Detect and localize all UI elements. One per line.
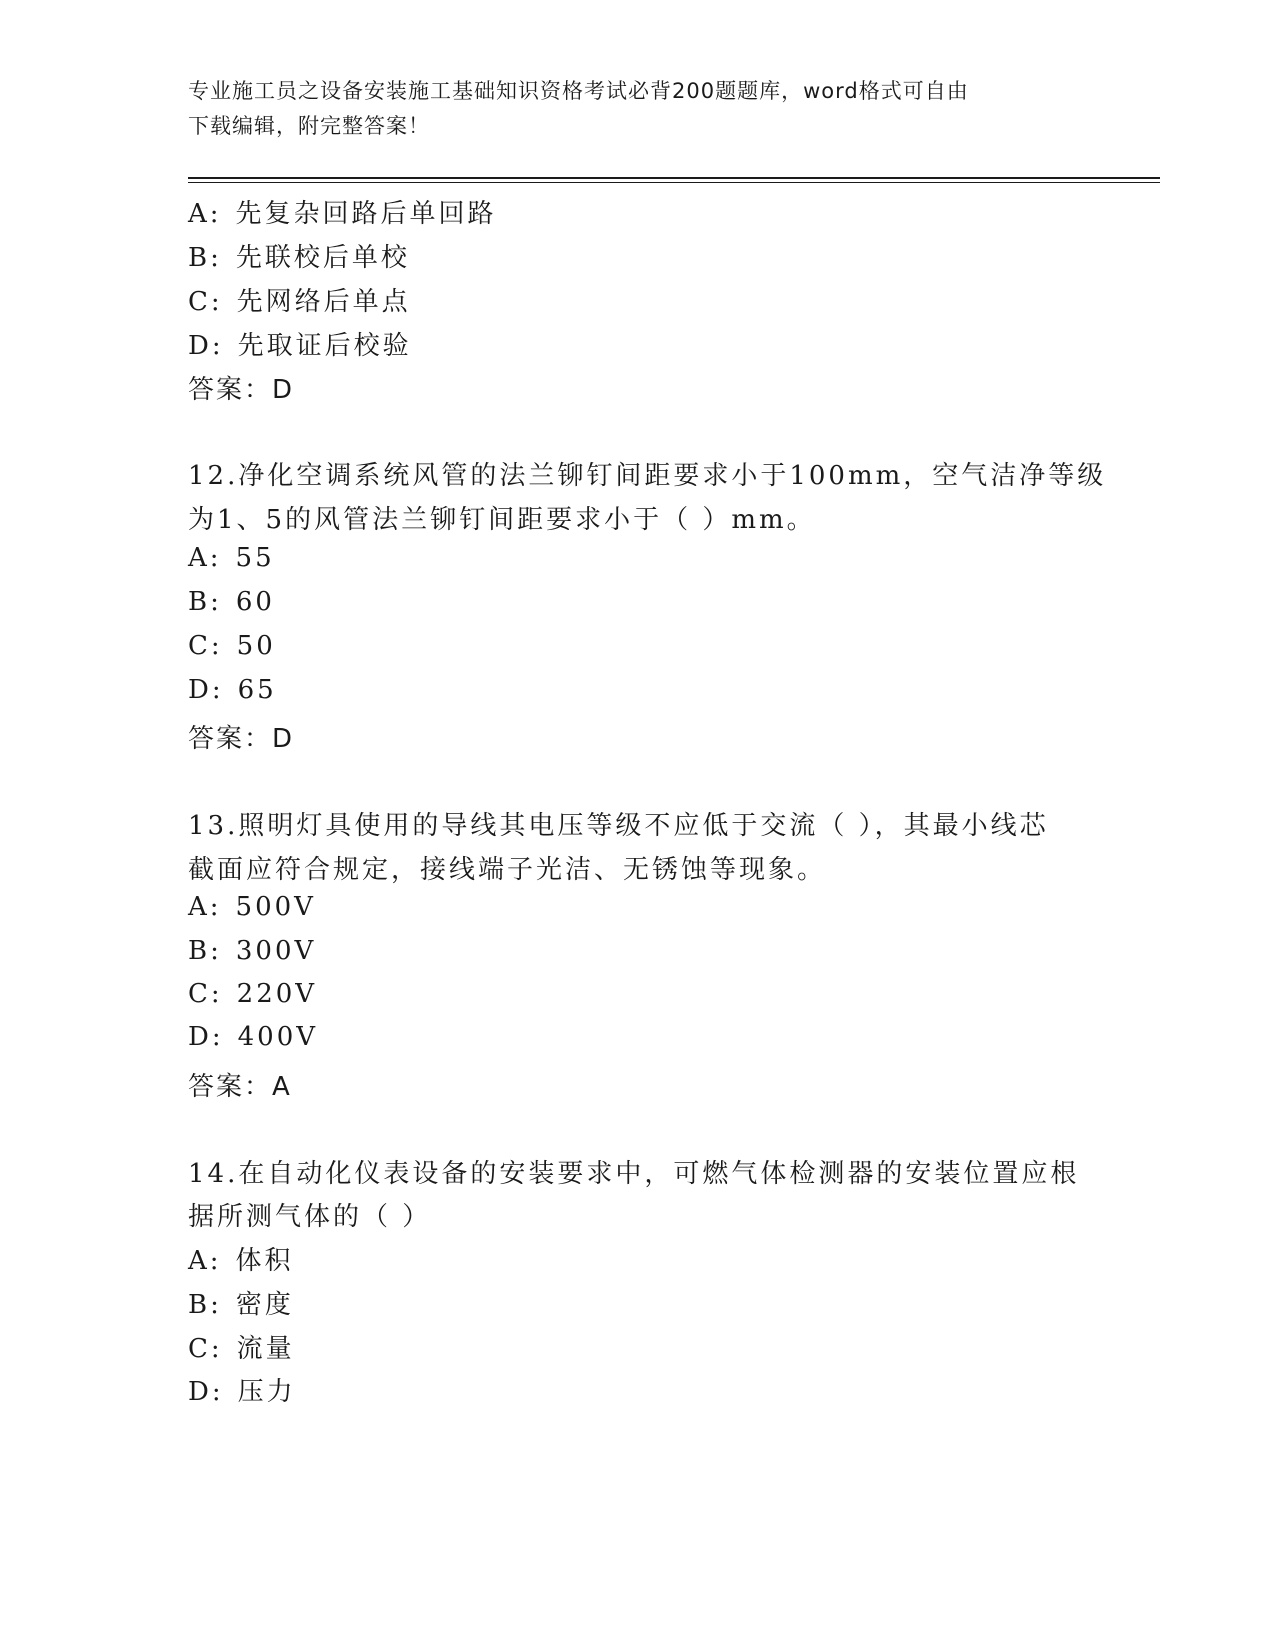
q14-option-a: A: 体积 bbox=[188, 1246, 294, 1276]
q11-option-a: A: 先复杂回路后单回路 bbox=[188, 199, 497, 229]
q13-answer: 答案：A bbox=[188, 1072, 292, 1102]
q14-question-line-2: 据所测气体的（ ） bbox=[188, 1202, 432, 1232]
q11-option-b: B: 先联校后单校 bbox=[188, 243, 410, 273]
q12-answer: 答案：D bbox=[188, 724, 295, 754]
q13-question-line-1: 13.照明灯具使用的导线其电压等级不应低于交流（ ），其最小线芯 bbox=[188, 811, 1049, 841]
q12-option-a: A: 55 bbox=[188, 543, 275, 573]
q13-question-line-2: 截面应符合规定，接线端子光洁、无锈蚀等现象。 bbox=[188, 855, 827, 885]
q11-option-c: C: 先网络后单点 bbox=[188, 287, 411, 317]
q12-option-d: D: 65 bbox=[188, 675, 277, 705]
q12-option-c: C: 50 bbox=[188, 631, 276, 661]
q14-option-b: B: 密度 bbox=[188, 1290, 294, 1320]
q12-option-b: B: 60 bbox=[188, 587, 275, 617]
q13-option-c: C: 220V bbox=[188, 979, 318, 1009]
header-line-2: 下载编辑，附完整答案！ bbox=[188, 114, 430, 138]
q11-answer: 答案：D bbox=[188, 375, 295, 405]
q12-question-line-1: 12.净化空调系统风管的法兰铆钉间距要求小于100mm，空气洁净等级 bbox=[188, 461, 1107, 491]
header-line-1: 专业施工员之设备安装施工基础知识资格考试必背200题题库，word格式可自由 bbox=[188, 79, 969, 103]
q13-option-b: B: 300V bbox=[188, 936, 317, 966]
header-divider-thick bbox=[188, 177, 1160, 179]
q14-question-line-1: 14.在自动化仪表设备的安装要求中，可燃气体检测器的安装位置应根 bbox=[188, 1159, 1080, 1189]
header-divider-thin bbox=[188, 182, 1160, 183]
q12-question-line-2: 为1、5的风管法兰铆钉间距要求小于（ ）mm。 bbox=[188, 505, 816, 535]
q14-option-c: C: 流量 bbox=[188, 1334, 295, 1364]
document-header bbox=[188, 74, 1088, 144]
q11-option-d: D: 先取证后校验 bbox=[188, 331, 412, 361]
q13-option-a: A: 500V bbox=[188, 892, 316, 922]
q14-option-d: D: 压力 bbox=[188, 1377, 296, 1407]
q13-option-d: D: 400V bbox=[188, 1022, 319, 1052]
